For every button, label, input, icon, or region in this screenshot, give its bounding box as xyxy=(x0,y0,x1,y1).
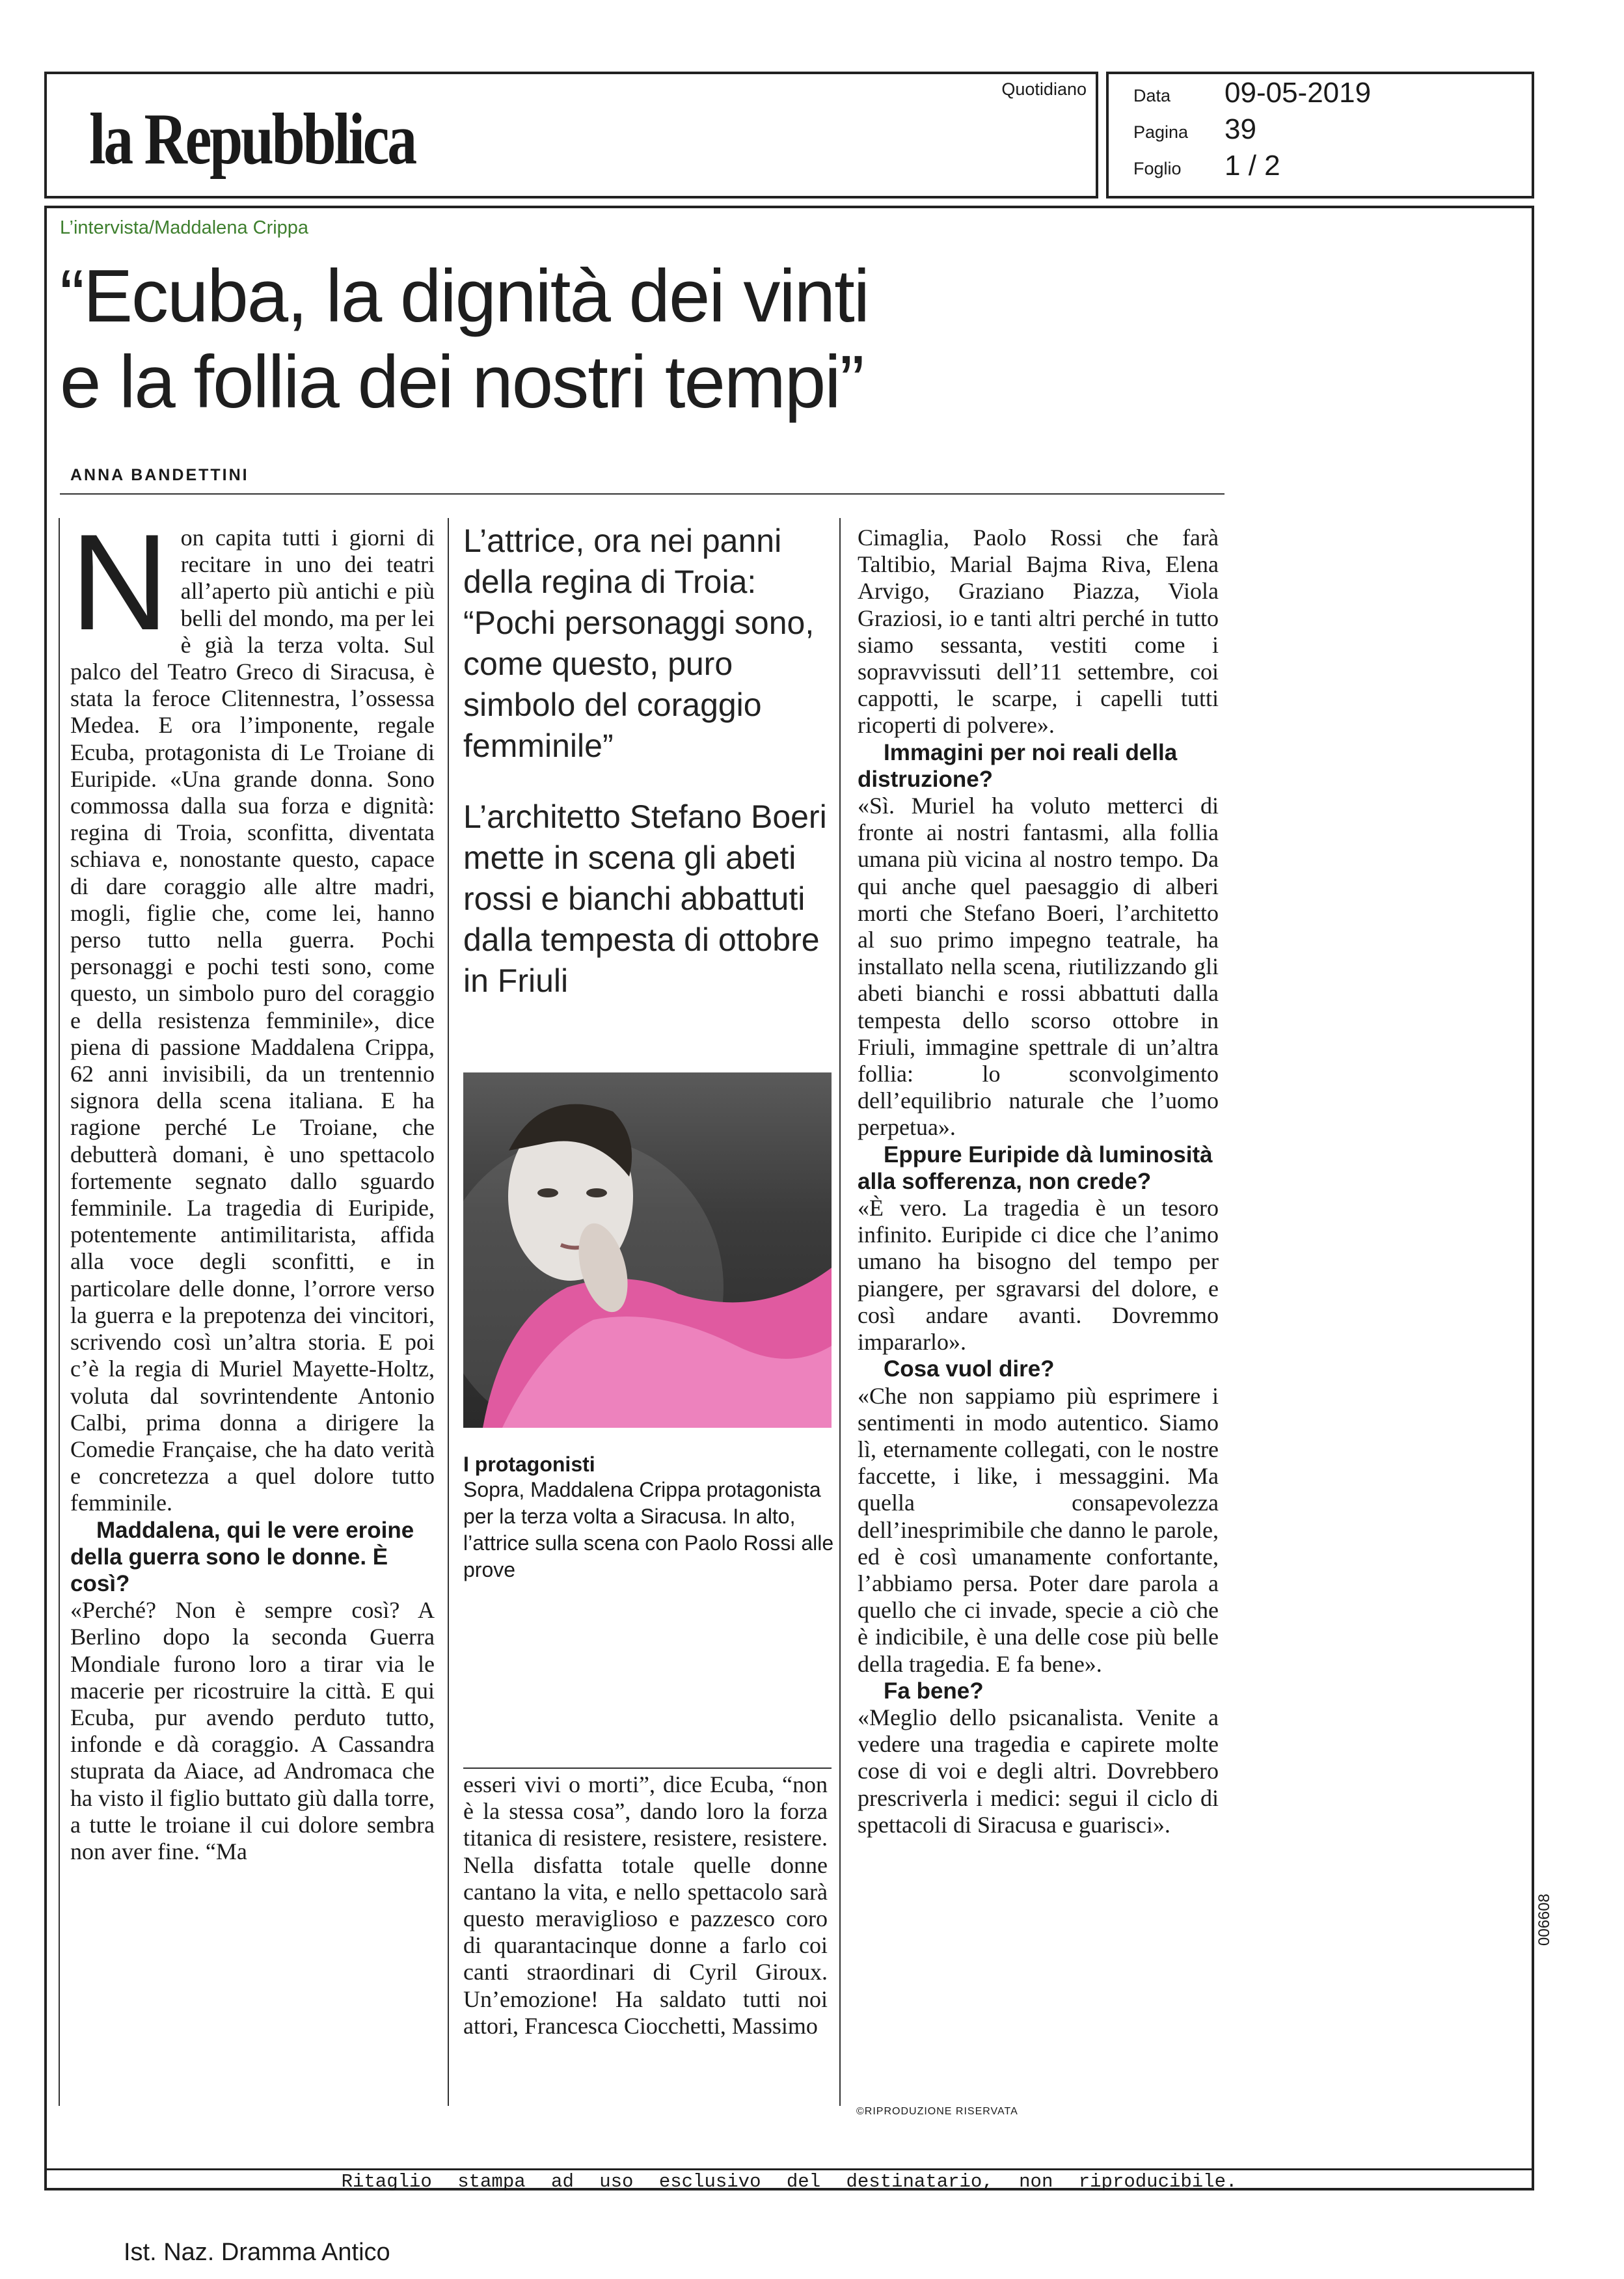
footer-divider xyxy=(44,2168,1534,2170)
byline-divider xyxy=(60,493,1225,495)
clipping-notice: Ritaglio stampa ad uso esclusivo del destinatario, non riproducibile. xyxy=(341,2171,1238,2192)
question-1: Maddalena, qui le vere eroine della guerra sono le donne. È così? xyxy=(70,1517,414,1596)
question-4: Cosa vuol dire? xyxy=(884,1356,1055,1382)
answer-4: «Che non sappiamo più esprimere i sentimenti in modo autentico. Siamo lì, eternamente collegati, con le nostre faccette, i like, i messaggini. Ma quella consapevolezza dell’inesprimibile che danno le parole, ed è così umanamente confortante, l’abbiamo persa. Poter dare parola a quello che ci invade, specie a ciò che è indicibile, è una delle cose più belle della tragedia. E fa bene». xyxy=(858,1382,1219,1677)
dropcap: N xyxy=(70,506,169,659)
pagina-label: Pagina xyxy=(1133,122,1189,142)
data-value: 09-05-2019 xyxy=(1225,77,1372,109)
masthead-box xyxy=(44,72,1098,198)
article-kicker: L’intervista/Maddalena Crippa xyxy=(60,217,309,238)
column-rule-left xyxy=(59,518,60,2106)
source-label: Ist. Naz. Dramma Antico xyxy=(124,2239,390,2266)
column-1 xyxy=(70,506,435,1865)
column-3 xyxy=(858,525,1219,1838)
answer-1: «Perché? Non è sempre così? A Berlino dopo la seconda Guerra Mondiale furono loro a tirar via le macerie per ricostruire la città. E qui Ecuba, pur avendo perduto tutto, infonde e dà coraggio. A Cassandra stuprata da Aiace, ad Andromaca che ha visto il figlio buttato giù dalla torre, a tutte le troiane il cui dolore sembra non aver fine. “Ma xyxy=(70,1597,435,1864)
newspaper-logo: la Repubblica xyxy=(89,99,415,180)
foglio-label: Foglio xyxy=(1133,159,1182,178)
column-rule-2 xyxy=(839,518,841,2106)
portrait-illustration xyxy=(463,1072,832,1428)
caption-divider xyxy=(463,1767,832,1769)
answer-2: «Sì. Muriel ha voluto metterci di fronte ai nostri fantasmi, alla follia umana più vicina al nostro tempo. Da qui anche quel paesaggio di alberi morti che Stefano Boeri, l’architetto al suo primo impegno teatrale, ha installato nella scena, riutilizzando gli abeti bianchi e rossi abbattuti dalla tempesta dello scorso ottobre in Friuli, immagine spettrale di un’altra follia: lo sconvolgimento dell’equilibrio naturale che l’uomo perpetua». xyxy=(858,793,1219,1141)
caption-title: I protagonisti xyxy=(463,1453,595,1476)
data-label: Data xyxy=(1133,86,1171,105)
continued-answer-1: esseri vivi o morti”, dice Ecuba, “non è la stessa cosa”, dando loro la forza titanica di resistere, resistere, resistere. Nella disfatta totale quelle donne cantano la vita, e nello spettacolo sarà questo meraviglioso e pazzesco coro di quarantacinque donne a farlo coi canti straordinari di Cyril Giroux. Un’emozione! Ha saldato tutti noi attori, Francesca Ciocchetti, Massimo xyxy=(463,1771,828,2039)
byline: ANNA BANDETTINI xyxy=(70,466,249,484)
copyright-notice: ©RIPRODUZIONE RISERVATA xyxy=(856,2106,1018,2117)
side-code: 006608 xyxy=(1536,1893,1553,1946)
intro-paragraph: on capita tutti i giorni di recitare in uno dei teatri all’aperto più antichi e più belli del mondo, ma per lei è già la terza volta. Sul palco del Teatro Greco di Siracusa, è stata la feroce Clitennestra, l’ossessa Medea. E ora l’imponente, regale Ecuba, protagonista di Le Troiane di Euripide. «Una grande donna. Sono commossa dalla sua forza e dignità: regina di Troia, sconfitta, diventata schiava e, nonostante questo, capace di dare coraggio alle altre madri, mogli, figlie che, come lei, hanno perso tutto nella guerra. Pochi personaggi e pochi testi sono, come questo, un simbolo puro del coraggio e della resistenza femminile», dice piena di passione Maddalena Crippa, 62 anni invisibili, da un trentennio signora della scena italiana. E ha ragione perché Le Troiane, che debutterà domani, è uno spettacolo fortemente segnato dallo sguardo femminile. La tragedia di Euripide, potentemente antimilitarista, affida alla voce degli sconfitti, e in particolare delle donne, l’orrore verso la guerra e la prepotenza dei vincitori, scrivendo così un’altra storia. E poi c’è la regia di Muriel Mayette-Holtz, voluta dal sovrintendente Antonio Calbi, prima donna a dirigere la Comedie Française, che ha dato verità e concretezza a quel dolore tutto femminile. xyxy=(70,525,435,1516)
photo-caption xyxy=(463,1453,834,1583)
continued-text: Cimaglia, Paolo Rossi che farà Taltibio, Marial Bajma Riva, Elena Arvigo, Graziano Piazza, Viola Graziosi, io e tanti altri perché in tutto siamo sessanta, vestiti come i sopravvissuti dell’11 settembre, coi cappotti, le scarpe, i capelli tutti ricoperti di polvere». xyxy=(858,525,1219,739)
pagina-value: 39 xyxy=(1225,113,1256,145)
question-5: Fa bene? xyxy=(884,1678,984,1704)
answer-3: «È vero. La tragedia è un tesoro infinito. Euripide ci dice che l’animo umano ha bisogno del tempo per piangere, per sgravarsi del dolore, e così andare avanti. Dovremmo impararlo». xyxy=(858,1195,1219,1356)
foglio-value: 1 / 2 xyxy=(1225,150,1280,182)
metadata-box xyxy=(1106,72,1534,198)
article-headline xyxy=(60,254,1101,426)
photo-maddalena-crippa xyxy=(463,1072,832,1428)
column-2-continuation xyxy=(463,1771,828,2040)
column-rule-1 xyxy=(448,518,449,2106)
answer-5: «Meglio dello psicanalista. Venite a vedere una tragedia e capirete molte cose di voi e degli altri. Dovrebbero prescriverla i medici: segui il ciclo di spettacoli di Siracusa e guarisci». xyxy=(858,1704,1219,1838)
edition-label: Quotidiano xyxy=(1001,79,1087,99)
question-2: Immagini per noi reali della distruzione? xyxy=(858,739,1178,792)
pull-quote-2: L’architetto Stefano Boeri mette in scena gli abeti rossi e bianchi abbattuti dalla tempesta di ottobre in Friuli xyxy=(463,798,827,999)
pull-quote-1: L’attrice, ora nei panni della regina di Troia: “Pochi personaggi sono, come questo, puro simbolo del coraggio femminile” xyxy=(463,523,815,764)
headline-line-1: “Ecuba, la dignità dei vinti xyxy=(60,255,869,338)
headline-line-2: e la follia dei nostri tempi” xyxy=(60,341,863,424)
question-3: Eppure Euripide dà luminosità alla sofferenza, non crede? xyxy=(858,1141,1213,1194)
caption-text: Sopra, Maddalena Crippa protagonista per la terza volta a Siracusa. In alto, l’attrice sulla scena con Paolo Rossi alle prove xyxy=(463,1478,834,1581)
